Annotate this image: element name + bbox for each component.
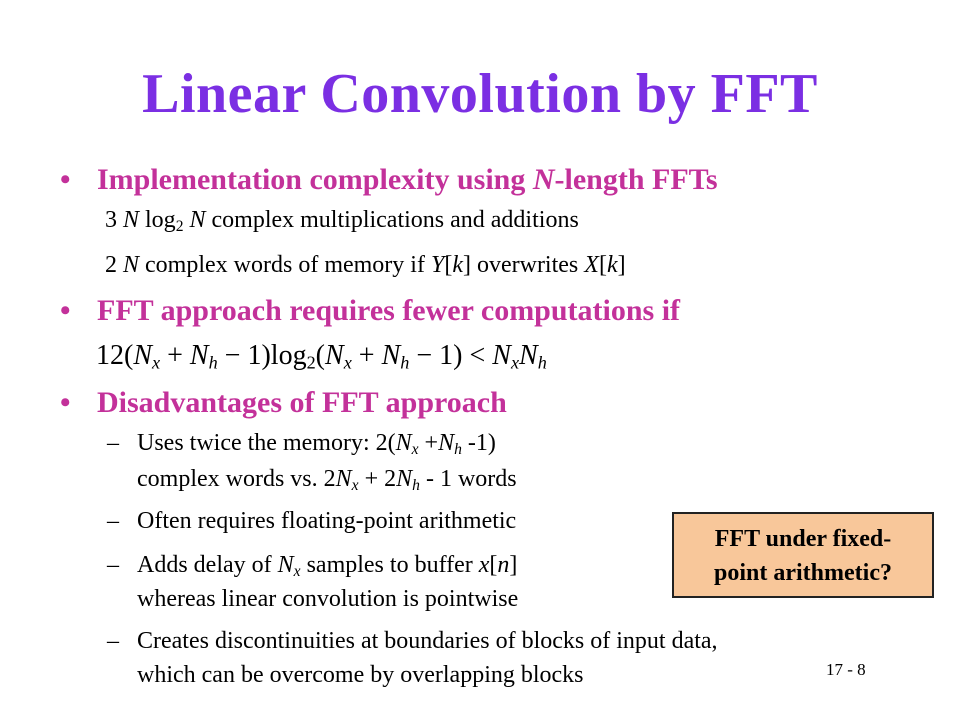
dash-marker: –	[107, 430, 119, 456]
disadvantage-item-memory-cont: complex words vs. $2N_x + 2N_h - 1$ words	[137, 466, 517, 494]
bullet-marker: •	[60, 163, 71, 196]
bullet-text: FFT approach requires fewer computations if	[97, 294, 681, 327]
dash-marker: –	[107, 628, 119, 654]
dash-marker: –	[107, 552, 119, 578]
item-text: Uses twice the memory: $2(N_x +N_h$ -1)	[137, 430, 496, 458]
item-text: Creates discontinuities at boundaries of blocks of input data,	[137, 628, 718, 654]
item-text: Often requires floating-point arithmetic	[137, 508, 517, 534]
slide-title: Linear Convolution by FFT	[142, 63, 818, 125]
bullet-text: Implementation complexity using N-length FFTs	[97, 163, 718, 196]
disadvantage-item-discontinuities-cont: which can be overcome by overlapping blocks	[137, 662, 584, 688]
sub-line-multiplications: 3 N $\log_2 N$ complex multiplications and additions	[105, 207, 579, 235]
fixed-point-callout-box	[672, 512, 934, 598]
dash-marker: –	[107, 508, 119, 534]
callout-line-1: FFT under fixed-	[714, 526, 892, 552]
disadvantage-item-delay-cont: whereas linear convolution is pointwise	[137, 586, 519, 612]
callout-line-2: point arithmetic?	[714, 560, 892, 586]
sub-line-memory: 2 N complex words of memory if Y[k] overwrites X[k]	[105, 252, 626, 278]
complexity-inequality-formula: $12(N_x + N_h - 1)\log_2(N_x + N_h - 1) < N_xN_h$	[96, 340, 547, 373]
bullet-text: Disadvantages of FFT approach	[97, 386, 507, 419]
bullet-marker: •	[60, 294, 71, 327]
bullet-marker: •	[60, 386, 71, 419]
page-number: 17 - 8	[826, 660, 866, 679]
item-text: Adds delay of $N_x$ samples to buffer x[n]	[137, 552, 518, 580]
